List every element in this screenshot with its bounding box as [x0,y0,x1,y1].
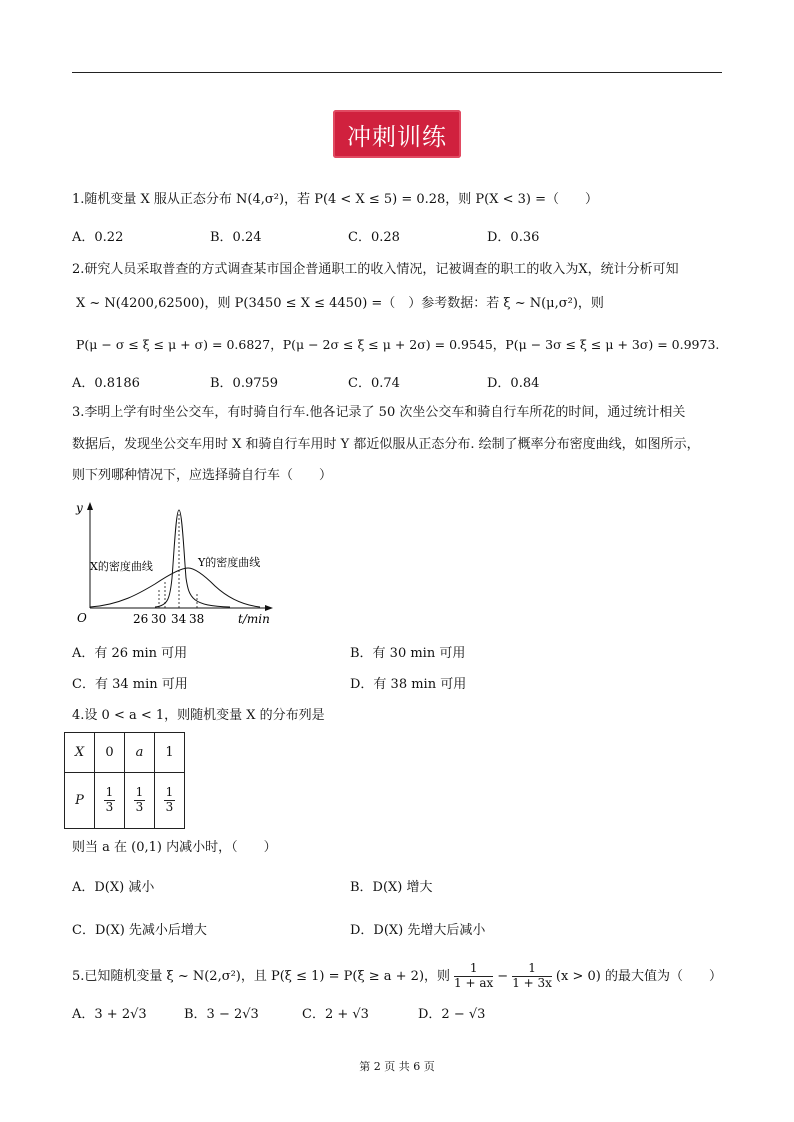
q3-line2: 数据后，发现坐公交车用时 X 和骑自行车用时 Y 都近似服从正态分布. 绘制了概率分布密度曲线，如图所示， [72,437,700,452]
q1-option-d: D．0.36 [487,230,540,245]
q2-option-a: A．0.8186 [72,376,140,391]
prob-num: 1 [135,785,144,800]
prob-num: 1 [105,785,114,800]
q5-option-c: C．2 + √3 [302,1007,369,1022]
prob-den: 3 [105,800,114,814]
q5-stem [72,962,722,991]
q5-minus: − [497,968,509,984]
q5-option-a: A．3 + 2√3 [72,1007,147,1022]
q1-option-c: C．0.28 [348,230,400,245]
table-header-p: P [65,773,95,829]
tick-38: 38 [189,612,205,626]
q4-option-a: A．D(X) 减小 [72,880,155,895]
q2-option-b: B．0.9759 [210,376,279,391]
q1-option-a: A．0.22 [72,230,124,245]
distribution-table [64,732,185,829]
page-footer: 第 2 页 共 6 页 [359,1060,435,1073]
q2-line2: X ~ N(4200,62500)，则 P(3450 ≤ X ≤ 4450) =（ ）参考数据：若 ξ ~ N(μ,σ²)，则 [76,296,604,311]
prob-den: 3 [165,800,174,814]
table-prob-1 [95,773,125,829]
density-figure [70,498,285,628]
origin-label: O [77,611,87,625]
y-curve-label: Y的密度曲线 [198,556,261,569]
tick-26: 26 [133,612,149,626]
q3-option-c: C．有 34 min 可用 [72,677,188,692]
prob-num: 1 [165,785,174,800]
q3-option-d: D．有 38 min 可用 [350,677,467,692]
q2-option-d: D．0.84 [487,376,540,391]
q2-line3: P(μ − σ ≤ ξ ≤ μ + σ) = 0.6827，P(μ − 2σ ≤ ξ ≤ μ + 2σ) = 0.9545，P(μ − 3σ ≤ ξ ≤ μ + 3σ) = 0.9973. [76,337,720,352]
q1-stem: 1.随机变量 X 服从正态分布 N(4,σ²)，若 P(4 < X ≤ 5) = 0.28，则 P(X < 3) =（ ） [72,192,599,207]
table-prob-2 [125,773,155,829]
table-value-0: 0 [95,733,125,773]
q5-fraction-2: $\frac{1}{1 + 3x}$ [512,961,552,990]
table-value-a: a [125,733,155,773]
q3-option-a: A．有 26 min 可用 [72,646,188,661]
q4-option-c: C．D(X) 先减小后增大 [72,923,207,938]
table-value-1: 1 [155,733,185,773]
q4-option-b: B．D(X) 增大 [350,880,433,895]
q1-option-b: B．0.24 [210,230,262,245]
q2-option-c: C．0.74 [348,376,400,391]
q3-line1: 3.李明上学有时坐公交车，有时骑自行车.他各记录了 50 次坐公交车和骑自行车所花的时间，通过统计相关 [72,405,686,420]
table-prob-3 [155,773,185,829]
q2-line1: 2.研究人员采取普查的方式调查某市国企普通职工的收入情况，记被调查的职工的收入为X，统计分析可知 [72,262,679,277]
x-curve-label: X的密度曲线 [90,560,153,573]
q4-line2: 则当 a 在 (0,1) 内减小时，（ ） [72,840,277,855]
q5-stem-a: 5.已知随机变量 ξ ~ N(2,σ²)，且 P(ξ ≤ 1) = P(ξ ≥ a + 2)，则 [72,968,451,984]
q3-line3: 则下列哪种情况下，应选择骑自行车（ ） [72,468,333,483]
q4-stem: 4.设 0 < a < 1，则随机变量 X 的分布列是 [72,708,325,723]
table-header-x: X [65,733,95,773]
header-rule [72,72,722,73]
q5-fraction-1: $\frac{1}{1 + ax}$ [454,961,494,990]
q4-option-d: D．D(X) 先增大后减小 [350,923,486,938]
section-banner: 冲刺训练 [333,110,461,158]
x-axis-label: t/min [238,612,270,626]
q5-stem-b: (x > 0) 的最大值为（ ） [555,968,722,984]
q5-option-d: D．2 − √3 [418,1007,486,1022]
tick-34: 34 [171,612,187,626]
prob-den: 3 [135,800,144,814]
tick-30: 30 [151,612,167,626]
q5-option-b: B．3 − 2√3 [184,1007,259,1022]
y-axis-label: y [76,501,83,515]
q3-option-b: B．有 30 min 可用 [350,646,466,661]
